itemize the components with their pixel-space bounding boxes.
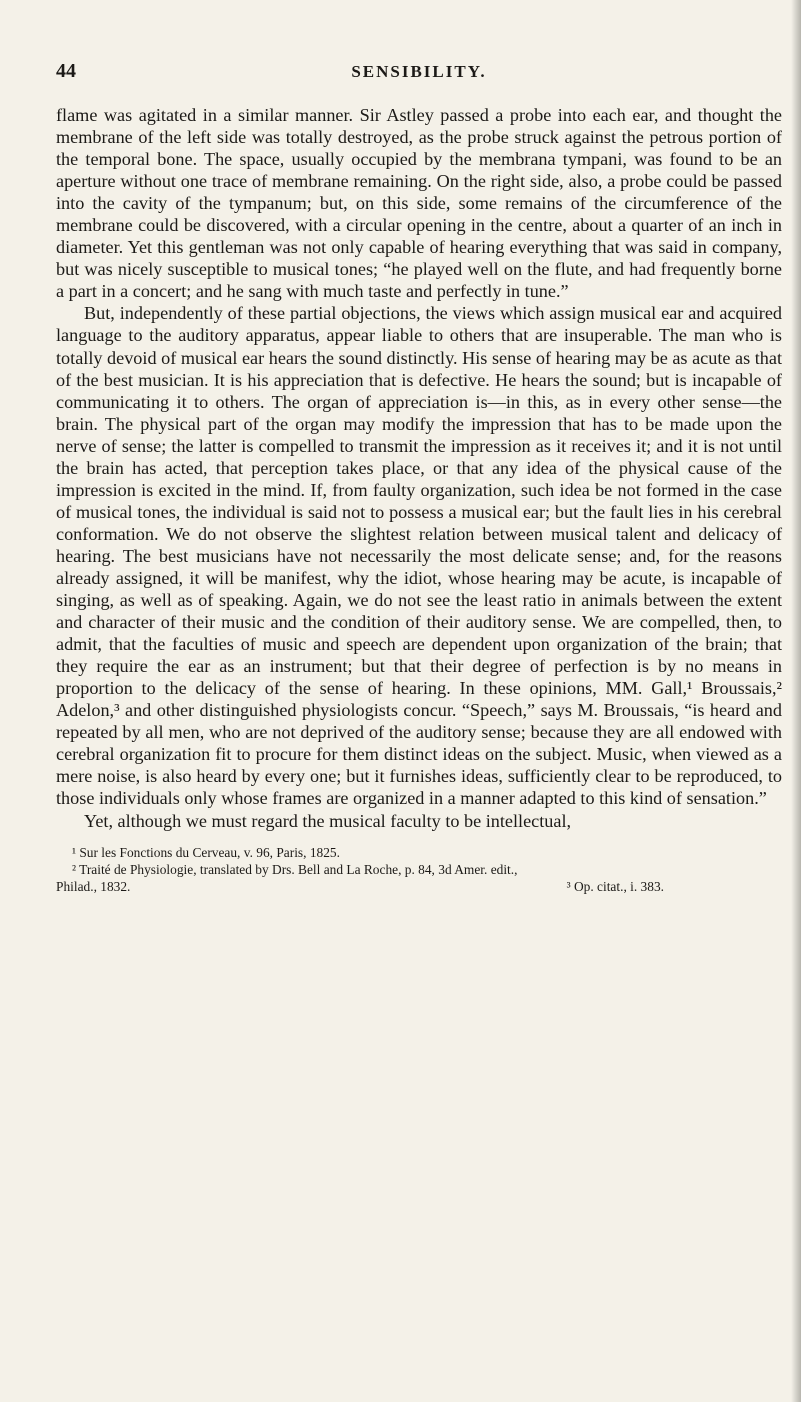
footnote-2: ² Traité de Physiologie, translated by Drs. Bell and La Roche, p. 84, 3d Amer. edit., <box>72 861 518 877</box>
paragraph-1: flame was agitated in a similar manner. Sir Astley passed a probe into each ear, and thought the membrane of the left side was totally destroyed, as the probe struck against the petrous portion of the temporal bone. The space, usually occupied by the membrana tympani, was found to be an aperture without one trace of membrane remaining. On the right side, also, a probe could be passed into the cavity of the tympanum; but, on this side, some remains of the circumference of the membrane could be discovered, with a circular opening in the centre, about a quarter of an inch in diameter. Yet this gentleman was not only capable of hearing everything that was said in company, but was nicely susceptible to musical tones; “he played well on the flute, and had frequently borne a part in a concert; and he sang with much taste and perfectly in tune.” <box>56 105 782 302</box>
paragraph-2: But, independently of these partial objections, the views which assign musical ear and acquired language to the auditory apparatus, appear liable to others that are insuperable. The man who is totally devoid of musical ear hears the sound distinctly. His sense of hearing may be as acute as that of the best musician. It is his appreciation that is defective. He hears the sound; but is incapable of communicating it to others. The organ of appreciation is—in this, as in every other sense—the brain. The physical part of the organ may modify the impression that has to be made upon the nerve of sense; the latter is compelled to transmit the impression as it receives it; and it is not until the brain has acted, that perception takes place, or that any idea of the physical cause of the impression is excited in the mind. If, from faulty organization, such idea be not formed in the case of musical tones, the individual is said not to possess a musical ear; but the fault lies in his cerebral conformation. We do not observe the slightest relation between musical talent and delicacy of hearing. The best musicians have not necessarily the most delicate sense; and, for the reasons already assigned, it will be manifest, why the idiot, whose hearing may be acute, is incapable of singing, as well as of speaking. Again, we do not see the least ratio in animals between the extent and character of their music and the condition of their auditory sense. We are compelled, then, to admit, that the faculties of music and speech are dependent upon organization of the brain; that they require the ear as an instrument; but that their degree of perfection is by no means in proportion to the delicacy of the sense of hearing. In these opinions, MM. Gall,¹ Broussais,² Adelon,³ and other distinguished physiologists concur. “Speech,” says M. Broussais, “is heard and repeated by all men, who are not deprived of the auditory sense; because they are all endowed with cerebral organization fit to procure for them distinct ideas on the subject. Music, when viewed as a mere noise, is also heard by every one; but it furnishes ideas, sufficiently clear to be reproduced, to those individuals only whose frames are organized in a manner adapted to this kind of sensation.” <box>56 303 782 809</box>
paragraph-3: Yet, although we must regard the musical faculty to be intellectual, <box>84 810 572 831</box>
footnote-last-row <box>56 878 782 895</box>
page-edge-shadow <box>791 0 801 1402</box>
footnote-1: ¹ Sur les Fonctions du Cerveau, v. 96, Paris, 1825. <box>72 844 340 860</box>
book-page <box>56 60 782 895</box>
footnote-3: ³ Op. citat., i. 383. <box>566 878 664 894</box>
body-text <box>56 104 782 832</box>
footnote-2-continued: Philad., 1832. <box>56 878 131 894</box>
page-number: 44 <box>56 60 76 82</box>
footnotes <box>56 844 782 895</box>
page-header <box>56 60 782 84</box>
running-head: SENSIBILITY. <box>351 62 487 81</box>
